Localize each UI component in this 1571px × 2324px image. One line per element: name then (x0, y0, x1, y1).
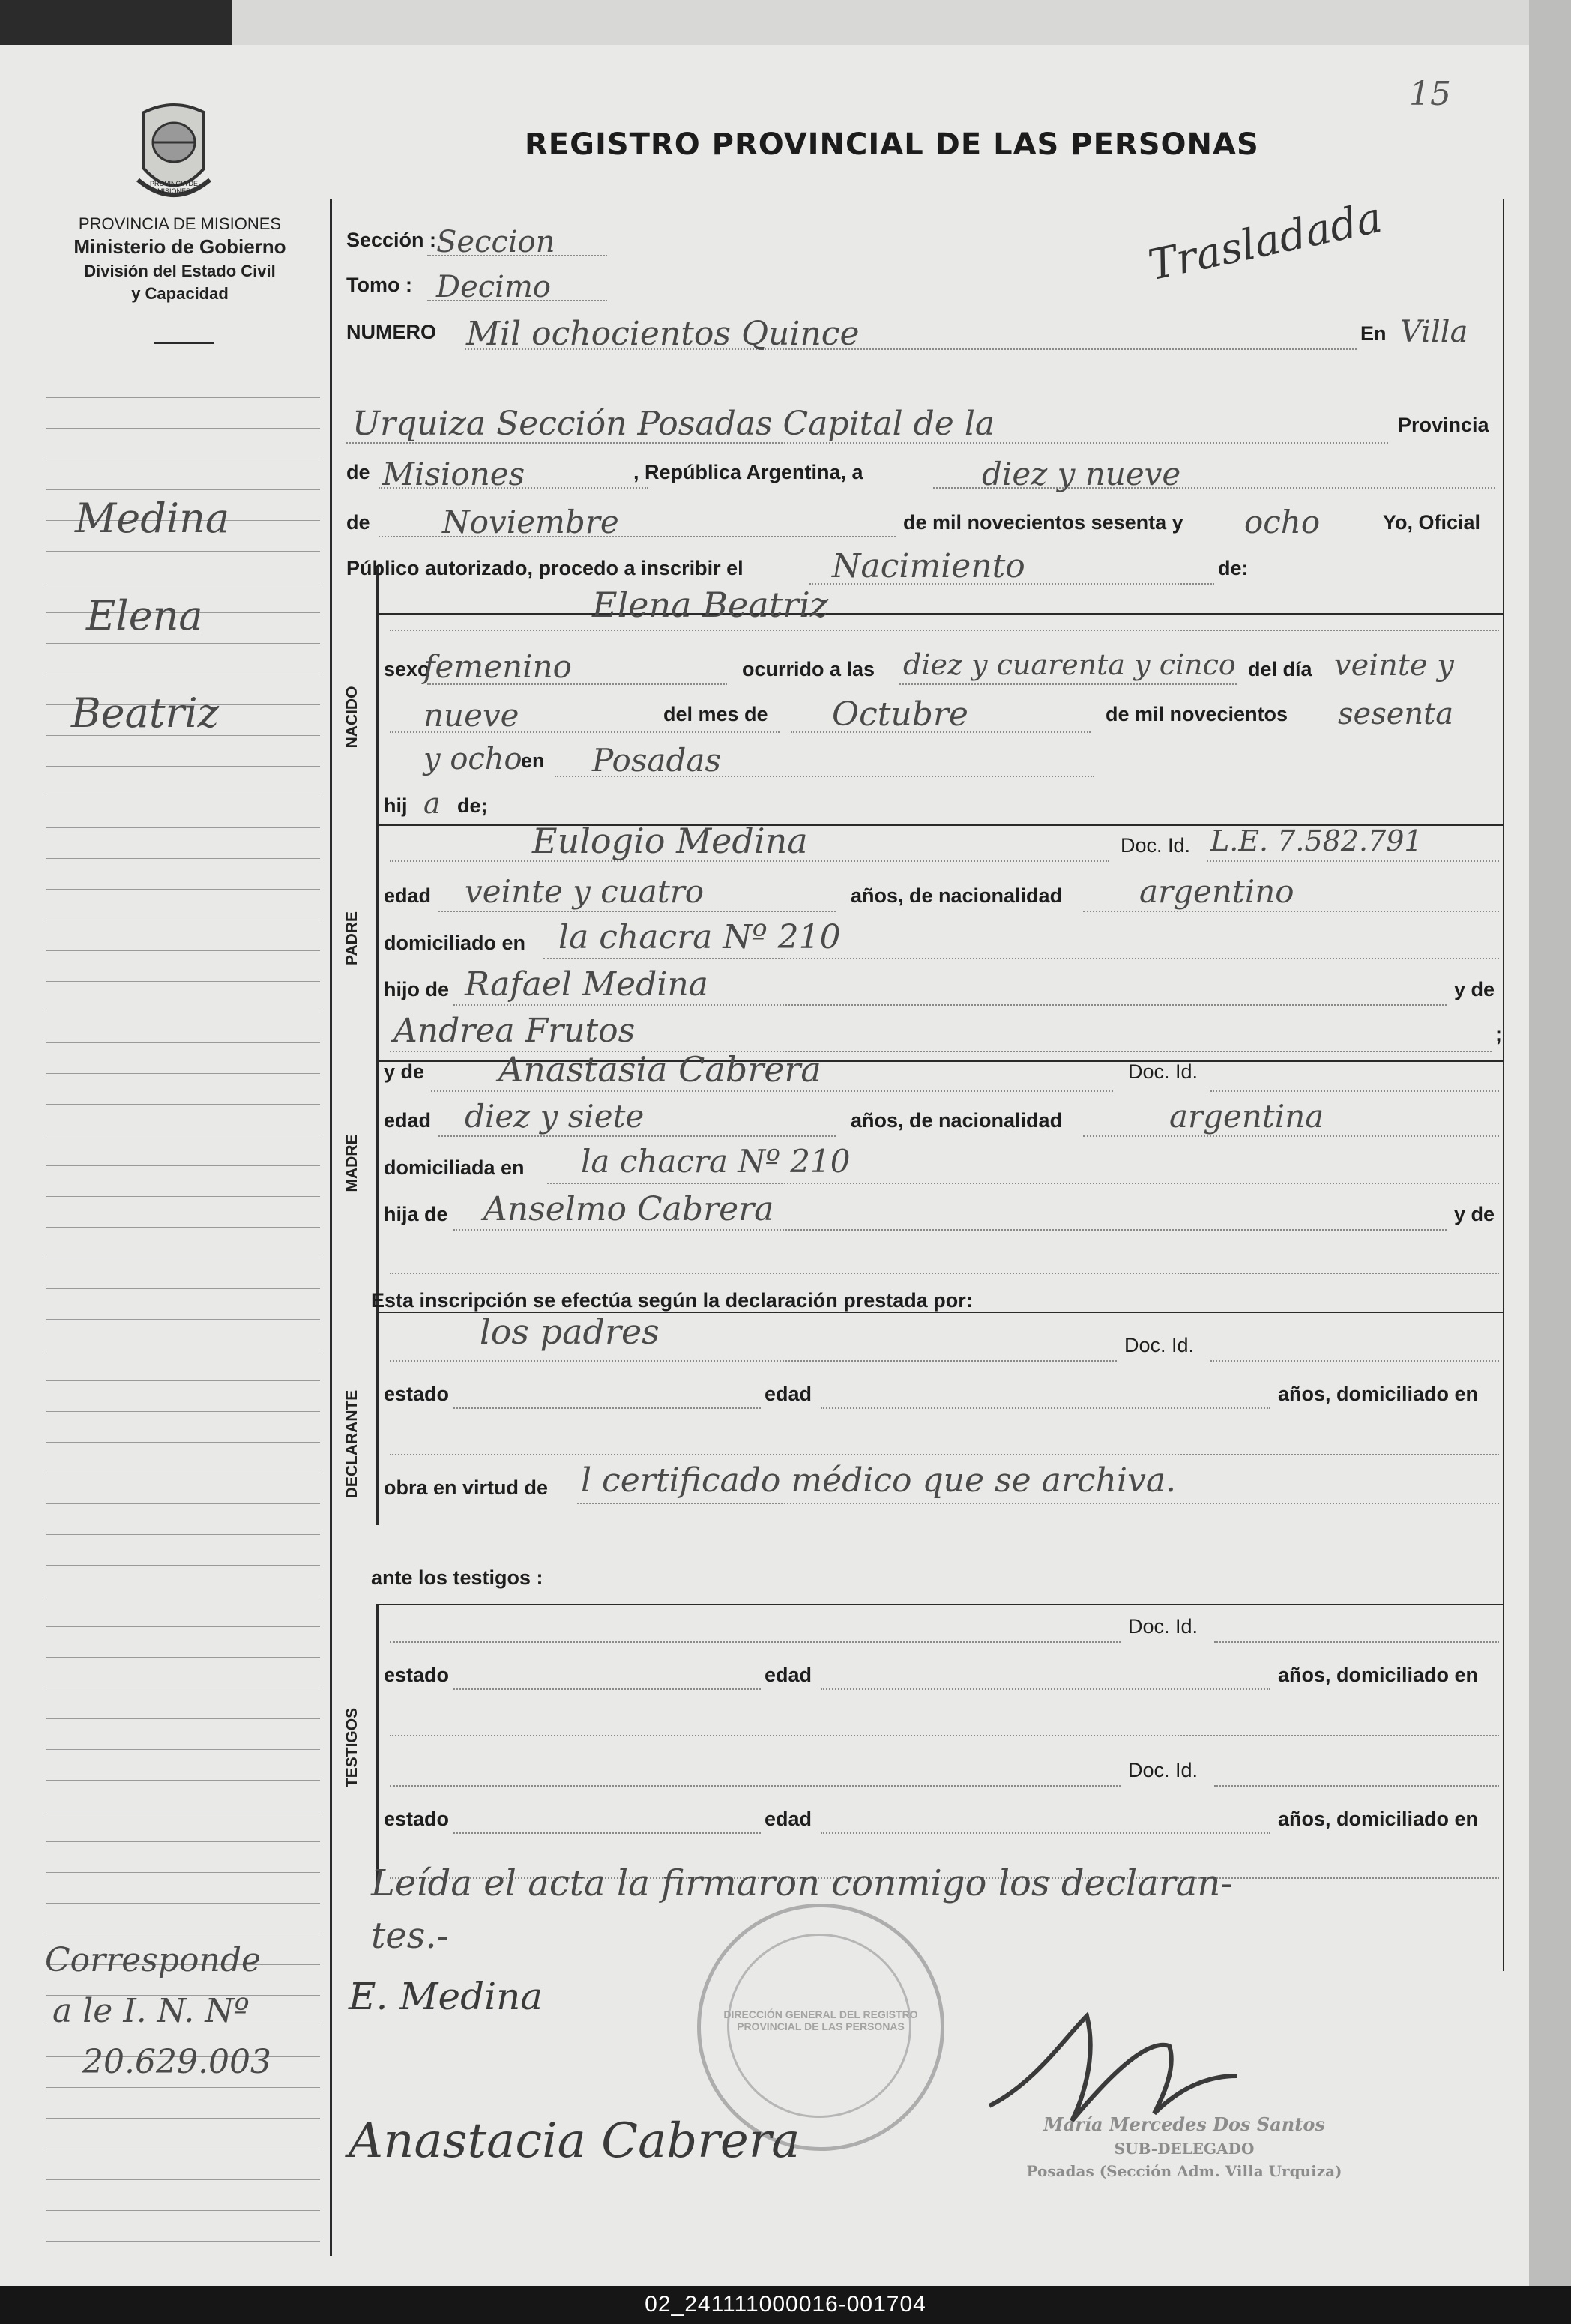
margin-rule-line (46, 1288, 320, 1289)
padre-dom-value: la chacra Nº 210 (558, 918, 841, 956)
del-mes-label: del mes de (663, 703, 768, 725)
madre-hija-de-label: hija de (384, 1203, 448, 1225)
margin-rule-line (46, 1780, 320, 1781)
footer-id: 02_241111000016-001704 (645, 2292, 926, 2317)
sexo-label: sexo (384, 658, 430, 680)
padre-dom-label: domiciliado en (384, 932, 526, 954)
agency-province: PROVINCIA DE MISIONES (78, 214, 282, 233)
madre-doc-label: Doc. Id. (1128, 1060, 1198, 1083)
traslado-stamp: Trasladada (1144, 193, 1387, 291)
declarante-anios-label: años, domiciliado en (1278, 1383, 1479, 1405)
margin-rule-line (46, 551, 320, 552)
margin-rule-line (46, 766, 320, 767)
testigos-intro: ante los testigos : (371, 1566, 543, 1589)
fecha-dia-value: diez y nueve (982, 456, 1181, 492)
numero-label: NUMERO (346, 321, 436, 343)
margin-rule-line (46, 1104, 320, 1105)
padre-anios-label: años, de nacionalidad (851, 884, 1063, 907)
obra-value: l certificado médico que se archiva. (581, 1461, 1177, 1500)
agency-ministry: Ministerio de Gobierno (73, 235, 286, 258)
margin-rule-line (46, 397, 320, 398)
provincia-value: Misiones (382, 456, 525, 492)
official-name: María Mercedes Dos Santos (1043, 2113, 1325, 2135)
madre-dom-value: la chacra Nº 210 (581, 1143, 851, 1180)
margin-rule-line (46, 1503, 320, 1504)
margin-rule-line (46, 1442, 320, 1443)
testigo1-estado-label: estado (384, 1664, 450, 1686)
madre-padre-value: Anselmo Cabrera (483, 1190, 774, 1228)
testigo1-edad-label: edad (765, 1664, 812, 1686)
official-place: Posadas (Sección Adm. Villa Urquiza) (1026, 2162, 1342, 2180)
margin-correspond-2: a le I. N. Nº (52, 1992, 250, 2030)
padre-nac-value: argentino (1139, 873, 1294, 910)
madre-y-de2-label: y de (1454, 1203, 1495, 1225)
main-left-border (330, 199, 332, 2256)
hijo-de-label: de; (457, 794, 488, 817)
lugar-value: Posadas (592, 742, 721, 779)
padre-nombre-value: Eulogio Medina (532, 821, 808, 861)
margin-rule-line (46, 950, 320, 951)
testigo1-anios-label: años, domiciliado en (1278, 1664, 1479, 1686)
main-right-border (1503, 199, 1504, 1971)
right-book-edge (1529, 0, 1571, 2324)
signature-father: E. Medina (349, 1975, 543, 2018)
margin-rule-line (46, 1626, 320, 1627)
dia-value: veinte y (1334, 648, 1454, 683)
declarante-edad-label: edad (765, 1383, 812, 1405)
margin-rule-line (46, 2179, 320, 2180)
declarante-doc-label: Doc. Id. (1124, 1334, 1195, 1356)
margin-name-1: Elena (86, 592, 203, 639)
fecha-anio-value: ocho (1244, 504, 1321, 540)
declarante-side-label: DECLARANTE (343, 1389, 361, 1499)
mes-value: Octubre (832, 695, 968, 734)
margin-rule-line (46, 643, 320, 644)
closing-line-2: tes.- (371, 1915, 449, 1957)
madre-edad-label: edad (384, 1109, 432, 1132)
margin-rule-line (46, 428, 320, 429)
tomo-value: Decimo (436, 270, 551, 304)
padre-doc-label: Doc. Id. (1121, 834, 1191, 857)
numero-value: Mil ochocientos Quince (466, 315, 860, 353)
padre-semicolon: ; (1495, 1023, 1502, 1045)
testigo2-doc-label: Doc. Id. (1128, 1759, 1198, 1781)
margin-rule-line (46, 2210, 320, 2211)
nacido-nombre-value: Elena Beatriz (592, 585, 829, 625)
nacido-side-label: NACIDO (343, 686, 361, 749)
sexo-value: femenino (423, 648, 572, 685)
margin-rule-line (46, 1534, 320, 1535)
mil-label: de mil novecientos sesenta y (903, 511, 1183, 534)
madre-side-label: MADRE (343, 1134, 361, 1192)
padre-y-de-label: y de (1454, 978, 1495, 1000)
agency-capacidad: y Capacidad (131, 284, 229, 303)
margin-correspond-3: 20.629.003 (82, 2043, 271, 2081)
seal-ring-text: DIRECCIÓN GENERAL DEL REGISTRO PROVINCIAL DE LAS PERSONAS (723, 2008, 918, 2032)
seccion-value: Seccion (436, 225, 555, 259)
padre-doc-value: L.E. 7.582.791 (1210, 824, 1423, 857)
margin-rule-line (46, 1073, 320, 1074)
margin-rule-line (46, 1657, 320, 1658)
madre-nac-value: argentina (1169, 1098, 1324, 1135)
margin-rule-line (46, 827, 320, 828)
madre-dom-label: domiciliada en (384, 1156, 525, 1179)
anio-value: sesenta (1338, 697, 1454, 731)
section-label-border (376, 566, 379, 1525)
testigo2-estado-label: estado (384, 1808, 450, 1830)
testigo2-anios-label: años, domiciliado en (1278, 1808, 1479, 1830)
publico-label: Público autorizado, procedo a inscribir el (346, 557, 744, 579)
del-dia-label: del día (1248, 658, 1312, 680)
padre-edad-label: edad (384, 884, 432, 907)
top-book-edge (0, 0, 1571, 45)
hijo-label: hij (384, 794, 408, 817)
coat-of-arms-icon (129, 97, 219, 210)
margin-rule-line (46, 1319, 320, 1320)
agency-division: División del Estado Civil (84, 262, 276, 280)
republica-label: , República Argentina, a (633, 461, 863, 483)
anio-value-2: y ocho (423, 742, 522, 776)
margin-rule-line (46, 489, 320, 490)
margin-rule-line (46, 1411, 320, 1412)
declaracion-intro: Esta inscripción se efectúa según la declaración prestada por: (371, 1289, 973, 1312)
agency-block (30, 214, 330, 304)
tomo-label: Tomo : (346, 274, 412, 296)
closing-line-1: Leída el acta la firmaron conmigo los declaran- (371, 1862, 1233, 1904)
margin-rule-line (46, 1227, 320, 1228)
madre-nombre-value: Anastasia Cabrera (498, 1049, 821, 1090)
margin-rule-line (46, 1042, 320, 1043)
padre-edad-value: veinte y cuatro (465, 873, 705, 910)
padre-madre-value: Andrea Frutos (393, 1012, 636, 1050)
madre-y-de-label: y de (384, 1060, 425, 1083)
padre-side-label: PADRE (343, 911, 361, 965)
declarante-estado-label: estado (384, 1383, 450, 1405)
margin-rule-line (46, 1903, 320, 1904)
margin-rule-line (46, 1718, 320, 1719)
page-number: 15 (1409, 75, 1451, 113)
margin-rule-line (46, 889, 320, 890)
place-line-value: Urquiza Sección Posadas Capital de la (352, 405, 995, 443)
seccion-label: Sección : (346, 229, 437, 251)
margin-surname: Medina (75, 495, 230, 542)
register-page (0, 45, 1529, 2286)
agency-underline (154, 342, 214, 344)
page-title: REGISTRO PROVINCIAL DE LAS PERSONAS (525, 127, 1259, 162)
margin-rule-line (46, 1380, 320, 1381)
margin-rule-line (46, 2087, 320, 2088)
en-value: Villa (1400, 315, 1468, 349)
margin-rule-line (46, 1872, 320, 1873)
madre-anios-label: años, de nacionalidad (851, 1109, 1063, 1132)
margin-rule-line (46, 2241, 320, 2242)
margin-rule-line (46, 1565, 320, 1566)
acto-value: Nacimiento (832, 547, 1025, 585)
hijo-value: a (423, 787, 441, 820)
padre-hijo-de-label: hijo de (384, 978, 449, 1000)
provincia-label: Provincia (1398, 414, 1489, 436)
de-mil-label: de mil novecientos (1106, 703, 1288, 725)
declarante-value: los padres (480, 1312, 660, 1352)
margin-rule-line (46, 858, 320, 859)
oficial-label: Yo, Oficial (1383, 511, 1481, 534)
margin-correspond-1: Corresponde (45, 1941, 262, 1979)
seal-caption: PROVINCIA DE MISIONES (150, 180, 199, 195)
obra-label: obra en virtud de (384, 1476, 549, 1499)
official-title: SUB-DELEGADO (1114, 2140, 1255, 2158)
testigos-side-label: TESTIGOS (343, 1707, 361, 1788)
margin-name-2: Beatriz (71, 689, 220, 737)
madre-edad-value: diez y siete (465, 1098, 645, 1135)
margin-rule-line (46, 981, 320, 982)
de2-label: de (346, 511, 370, 534)
en-lugar-label: en (521, 749, 545, 772)
margin-rule-line (46, 1196, 320, 1197)
de-label: de (346, 461, 370, 483)
margin-rule-line (46, 1165, 320, 1166)
en-label: En (1360, 322, 1387, 345)
fecha-mes-value: Noviembre (442, 504, 619, 540)
margin-rule-line (46, 1841, 320, 1842)
padre-padre-value: Rafael Medina (465, 965, 708, 1003)
margin-rule-line (46, 2118, 320, 2119)
dia-value-2: nueve (423, 697, 519, 734)
margin-rule-line (46, 1749, 320, 1750)
de3-label: de: (1218, 557, 1249, 579)
hora-value: diez y cuarenta y cinco (903, 648, 1236, 681)
ocurrido-label: ocurrido a las (742, 658, 875, 680)
testigos-label-border (376, 1604, 379, 1885)
testigo1-doc-label: Doc. Id. (1128, 1615, 1198, 1638)
signature-mother: Anastacia Cabrera (349, 2113, 800, 2169)
testigo2-edad-label: edad (765, 1808, 812, 1830)
